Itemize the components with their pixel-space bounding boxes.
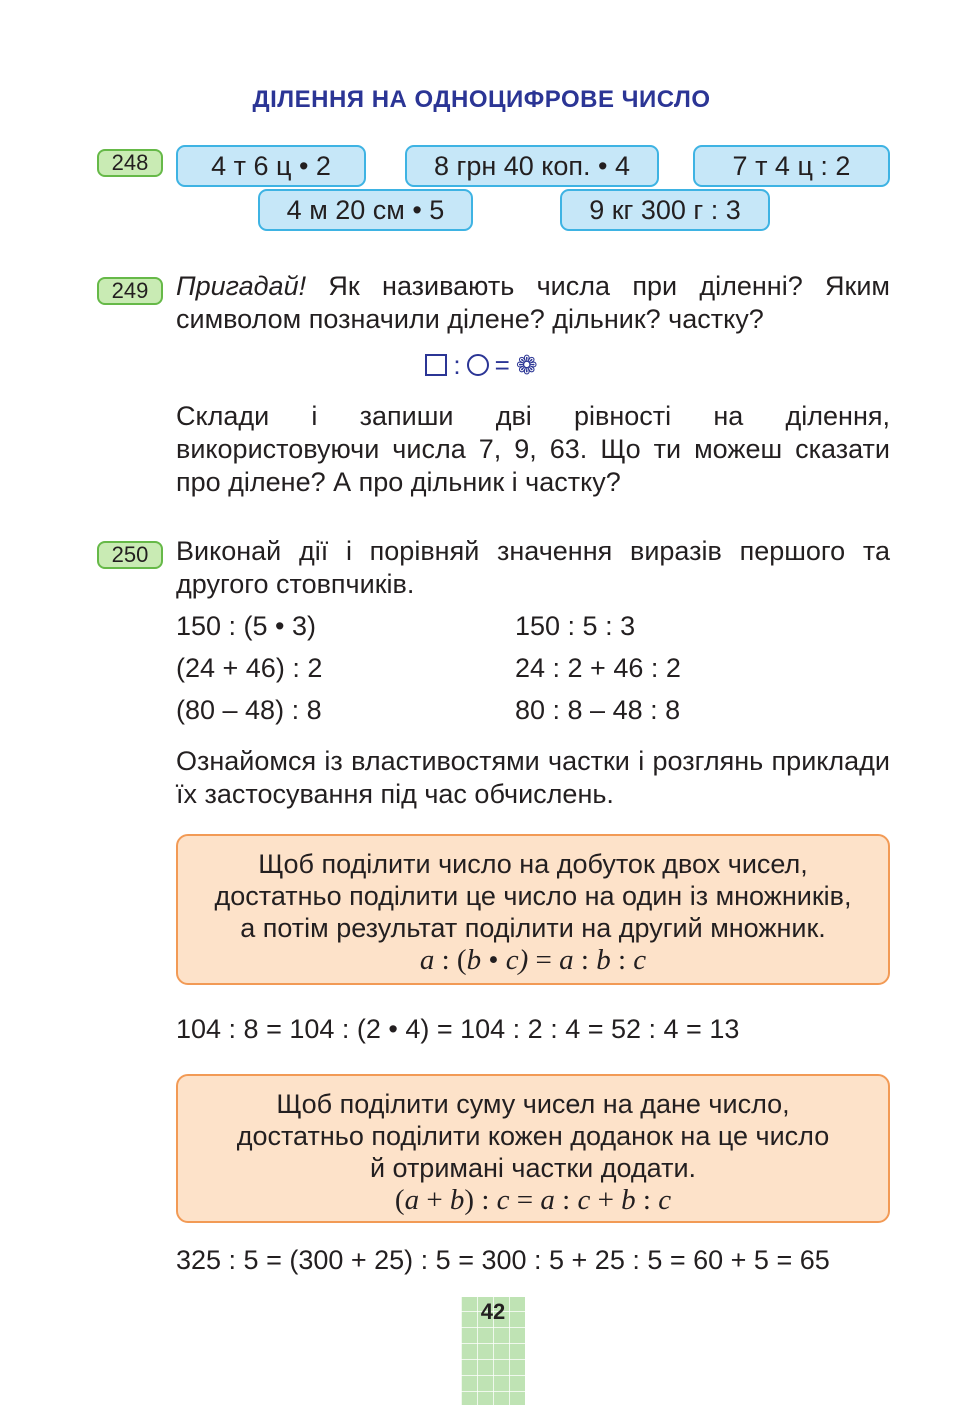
circle-icon <box>467 354 489 376</box>
expression-col2: 24 : 2 + 46 : 2 <box>515 653 681 683</box>
task-249-intro <box>176 270 890 336</box>
expression-col1: 150 : (5 • 3) <box>176 611 317 641</box>
expression-pill: 4 м 20 см • 5 <box>258 189 473 231</box>
rule-line: а потім результат поділити на другий множник. <box>240 913 826 943</box>
rule-line: й отримані частки додати. <box>369 1153 697 1183</box>
rule-formula: a : (b • c) = a : b : c <box>419 944 647 976</box>
task-249-text: Склади і запиши дві рівності на ділення, використовуючи числа 7, 9, 63. Що ти можеш сказати про ділене? А про дільник і частку? <box>176 401 890 497</box>
division-symbols <box>0 347 963 381</box>
task-number-249: 249 <box>97 277 163 305</box>
colon-sign: : <box>453 350 461 381</box>
expression-pill: 7 т 4 ц : 2 <box>693 145 890 187</box>
remember-label: Пригадай! <box>176 271 307 301</box>
page-number: 42 <box>480 1299 506 1324</box>
section-title: ДІЛЕННЯ НА ОДНОЦИФРОВЕ ЧИСЛО <box>252 86 711 113</box>
task-number-250: 250 <box>97 541 163 569</box>
expression-col2: 80 : 8 – 48 : 8 <box>515 695 681 725</box>
example-calculation: 325 : 5 = (300 + 25) : 5 = 300 : 5 + 25 : 5 = 60 + 5 = 65 <box>176 1245 830 1275</box>
square-icon <box>425 354 447 376</box>
expression-pill: 9 кг 300 г : 3 <box>560 189 770 231</box>
rule-box-product <box>176 834 890 985</box>
rule-box-sum <box>176 1074 890 1223</box>
task-number-248: 248 <box>97 149 163 177</box>
rule-line: Щоб поділити суму чисел на дане число, <box>276 1089 790 1119</box>
rule-line: достатньо поділити кожен доданок на це число <box>236 1121 830 1151</box>
expression-pill: 8 грн 40 коп. • 4 <box>405 145 659 187</box>
example-calculation: 104 : 8 = 104 : (2 • 4) = 104 : 2 : 4 = 52 : 4 = 13 <box>176 1014 740 1044</box>
rule-line: достатньо поділити це число на один із множників, <box>214 881 852 911</box>
rule-formula: (a + b) : c = a : c + b : c <box>394 1184 672 1216</box>
expression-pill: 4 т 6 ц • 2 <box>176 145 366 187</box>
task-250-text2: Ознайомся із властивостями частки і розглянь приклади їх застосування під час обчислень. <box>176 746 890 809</box>
flower-icon: ❁ <box>515 350 538 381</box>
task-249-question: Як називають числа при діленні? Яким символом позначили ділене? дільник? частку? <box>176 271 890 334</box>
expression-col1: (80 – 48) : 8 <box>176 695 322 725</box>
expression-col1: (24 + 46) : 2 <box>176 653 323 683</box>
task-250-text: Виконай дії і порівняй значення виразів першого та другого стовпчиків. <box>176 536 890 599</box>
equals-sign: = <box>494 350 510 381</box>
rule-line: Щоб поділити число на добуток двох чисел, <box>258 849 808 879</box>
expression-col2: 150 : 5 : 3 <box>515 611 636 641</box>
